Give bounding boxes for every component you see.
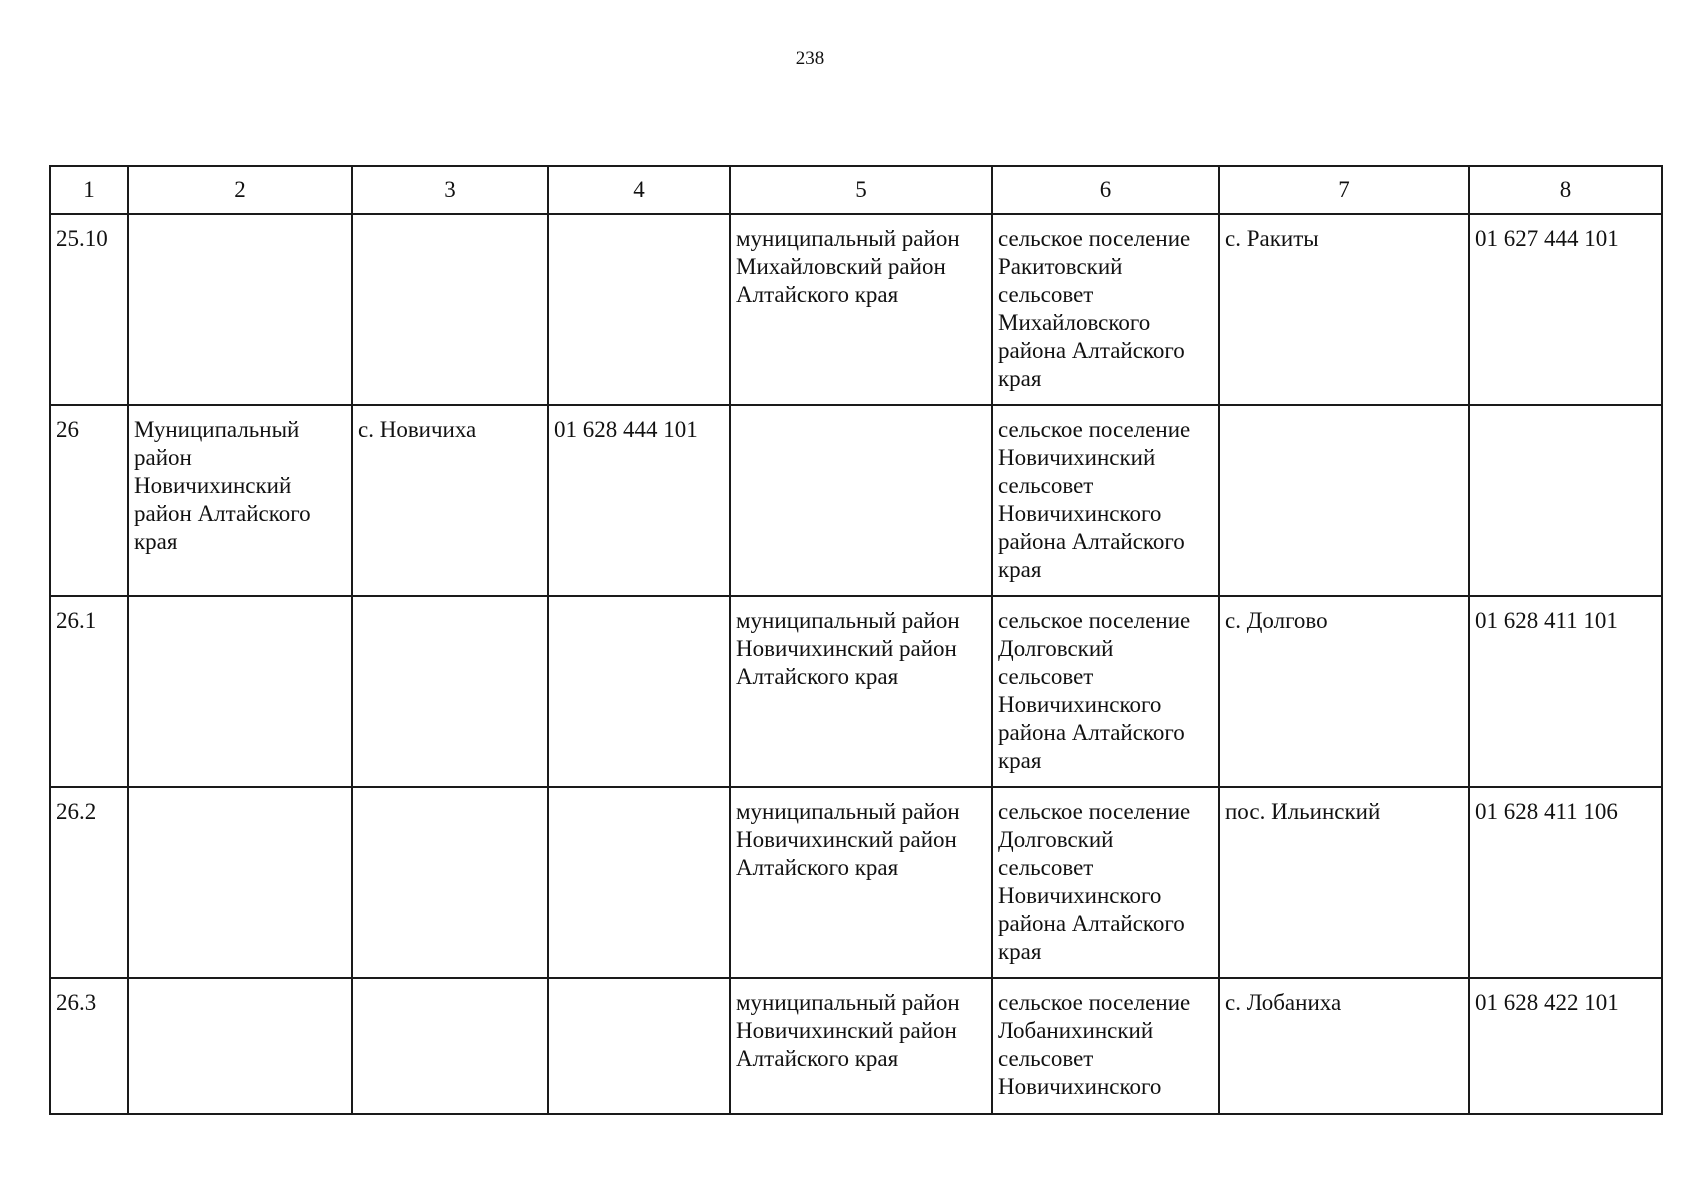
column-header-8: 8 — [1469, 166, 1662, 214]
column-header-5: 5 — [730, 166, 992, 214]
table-row — [50, 405, 1662, 596]
parent-district-cell — [730, 405, 992, 596]
row-number-cell: 26 — [50, 405, 128, 596]
column-header-7: 7 — [1219, 166, 1469, 214]
district-code-cell — [548, 978, 730, 1114]
rural-settlement-cell: сельское поселение Долговский сельсовет Новичихинского района Алтайского края — [992, 787, 1219, 978]
rural-settlement-cell: сельское поселение Долговский сельсовет Новичихинского района Алтайского края — [992, 596, 1219, 787]
district-code-cell — [548, 596, 730, 787]
settlement-code-cell: 01 628 422 101 — [1469, 978, 1662, 1114]
admin-center-cell: с. Новичиха — [352, 405, 548, 596]
row-number-cell: 26.3 — [50, 978, 128, 1114]
municipal-district-cell — [128, 978, 352, 1114]
parent-district-cell: муниципальный район Михайловский район Алтайского края — [730, 214, 992, 405]
municipal-district-cell — [128, 596, 352, 787]
settlement-center-cell: с. Лобаниха — [1219, 978, 1469, 1114]
admin-center-cell — [352, 214, 548, 405]
settlement-code-cell: 01 628 411 106 — [1469, 787, 1662, 978]
settlement-center-cell: пос. Ильинский — [1219, 787, 1469, 978]
rural-settlement-cell: сельское поселение Новичихинский сельсовет Новичихинского района Алтайского края — [992, 405, 1219, 596]
municipal-district-cell — [128, 214, 352, 405]
district-code-cell — [548, 214, 730, 405]
column-header-3: 3 — [352, 166, 548, 214]
parent-district-cell: муниципальный район Новичихинский район Алтайского края — [730, 978, 992, 1114]
settlement-code-cell: 01 628 411 101 — [1469, 596, 1662, 787]
rural-settlement-cell: сельское поселение Ракитовский сельсовет Михайловского района Алтайского края — [992, 214, 1219, 405]
settlement-center-cell — [1219, 405, 1469, 596]
page-number: 238 — [795, 48, 825, 69]
settlement-center-cell: с. Долгово — [1219, 596, 1469, 787]
district-code-cell: 01 628 444 101 — [548, 405, 730, 596]
parent-district-cell: муниципальный район Новичихинский район Алтайского края — [730, 596, 992, 787]
admin-center-cell — [352, 978, 548, 1114]
row-number-cell: 25.10 — [50, 214, 128, 405]
column-header-1: 1 — [50, 166, 128, 214]
column-header-4: 4 — [548, 166, 730, 214]
header-row — [50, 166, 1662, 214]
table-row — [50, 596, 1662, 787]
settlement-code-cell — [1469, 405, 1662, 596]
municipal-district-cell — [128, 787, 352, 978]
district-code-cell — [548, 787, 730, 978]
column-header-6: 6 — [992, 166, 1219, 214]
registry-table — [49, 165, 1663, 1115]
admin-center-cell — [352, 596, 548, 787]
table-row — [50, 214, 1662, 405]
table-row — [50, 978, 1662, 1114]
table-row — [50, 787, 1662, 978]
row-number-cell: 26.2 — [50, 787, 128, 978]
settlement-code-cell: 01 627 444 101 — [1469, 214, 1662, 405]
row-number-cell: 26.1 — [50, 596, 128, 787]
municipal-district-cell: Муниципальный район Новичихинский район Алтайского края — [128, 405, 352, 596]
parent-district-cell: муниципальный район Новичихинский район Алтайского края — [730, 787, 992, 978]
settlement-center-cell: с. Ракиты — [1219, 214, 1469, 405]
rural-settlement-cell: сельское поселение Лобанихинский сельсовет Новичихинского — [992, 978, 1219, 1114]
admin-center-cell — [352, 787, 548, 978]
column-header-2: 2 — [128, 166, 352, 214]
